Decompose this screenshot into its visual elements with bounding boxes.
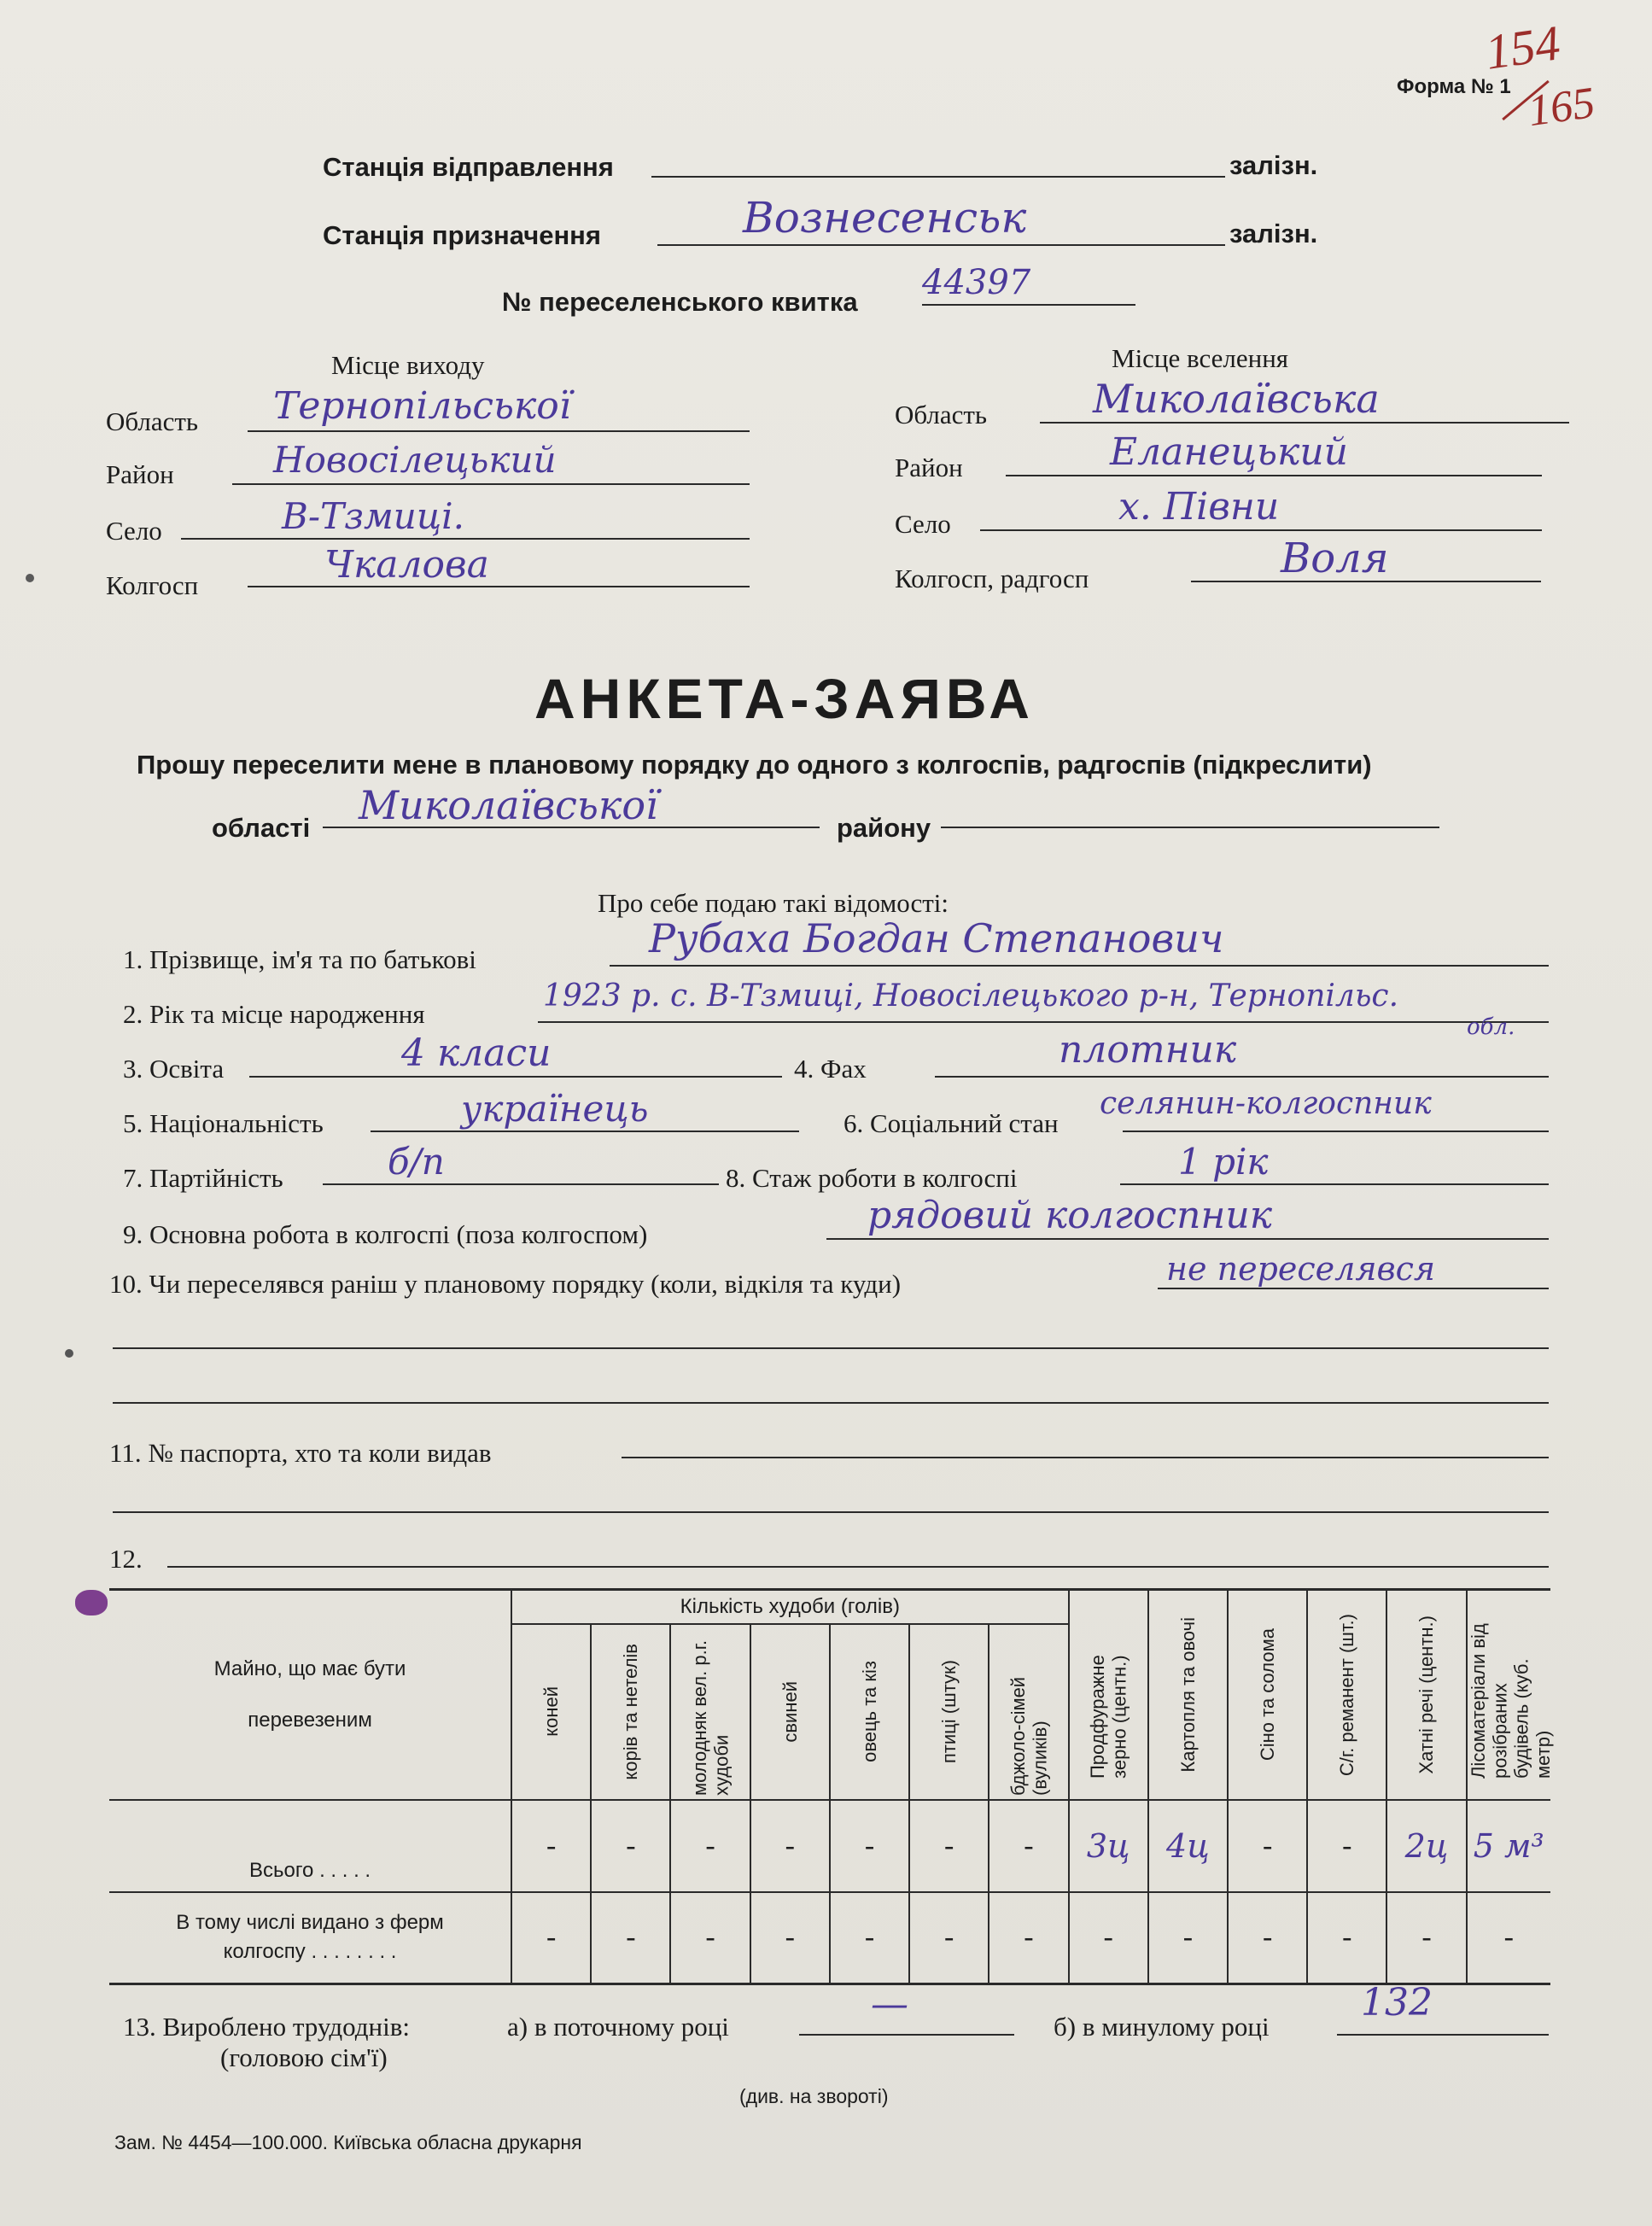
table-cell: -: [1386, 1892, 1466, 1984]
column-header-label: Хатні речі (центн.): [1416, 1615, 1438, 1774]
settlement-oblast-label: Область: [895, 400, 988, 429]
column-header-label: Картопля та овочі: [1176, 1616, 1199, 1773]
settlement-raion-line: [1006, 475, 1542, 476]
column-header-label: корів та нетелів: [620, 1643, 642, 1780]
field-12-line: [167, 1566, 1549, 1568]
settlement-raion-value: Еланецький: [1110, 430, 1348, 474]
workdays-label: 13. Вироблено трудоднів:: [123, 2012, 411, 2042]
column-header: [1467, 1590, 1554, 1800]
see-reverse-note: (див. на звороті): [739, 2085, 889, 2107]
origin-oblast-label: Область: [106, 406, 199, 436]
table-cell: 2ц: [1386, 1800, 1466, 1892]
field-6-value: селянин-колгоспник: [1100, 1086, 1432, 1121]
field-2-value: 1923 р. с. В-Тзмиці, Новосілецького р-н, Тернопільс.: [543, 979, 1399, 1014]
destination-line: [657, 244, 1225, 246]
column-header: [1069, 1590, 1148, 1800]
field-7-label: 7. Партійність: [123, 1163, 283, 1193]
origin-selo-line: [181, 538, 750, 540]
origin-kolhosp-label: Колгосп: [106, 570, 199, 600]
departure-label: Станція відправлення: [323, 152, 614, 182]
workdays-current-label: а) в поточному році: [507, 2012, 729, 2042]
field-9-line: [826, 1238, 1549, 1240]
table-cell: -: [1228, 1892, 1307, 1984]
ticket-value: 44397: [922, 263, 1031, 302]
table-cell: -: [989, 1892, 1068, 1984]
column-header: [1148, 1590, 1228, 1800]
column-header: [1386, 1590, 1466, 1800]
request-raion-label: району: [837, 813, 931, 843]
workdays-previous-line: [1337, 2034, 1549, 2036]
field-9-label: 9. Основна робота в колгоспі (поза колгоспом): [123, 1219, 648, 1249]
field-10-value: не переселявся: [1166, 1250, 1436, 1288]
workdays-previous-label: б) в минулому році: [1054, 2012, 1270, 2042]
origin-oblast-line: [248, 430, 750, 432]
table-cell: -: [750, 1892, 830, 1984]
livestock-group-header: Кількість худоби (голів): [511, 1590, 1069, 1624]
field-6-line: [1123, 1131, 1549, 1132]
table-cell: -: [830, 1892, 909, 1984]
field-4-line: [935, 1076, 1549, 1078]
table-cell: -: [989, 1800, 1068, 1892]
field-11-label: 11. № паспорта, хто та коли видав: [109, 1438, 492, 1468]
table-cell: -: [511, 1800, 591, 1892]
field-5-label: 5. Національність: [123, 1108, 324, 1138]
request-oblast-label: області: [212, 813, 311, 843]
destination-label: Станція призначення: [323, 220, 601, 250]
request-text: Прошу переселити мене в плановому порядку до одного з колгоспів, радгоспів (підкреслити): [137, 750, 1372, 780]
field-12-label: 12.: [109, 1544, 143, 1574]
field-2-line: [538, 1021, 1549, 1023]
field-1-label: 1. Прізвище, ім'я та по батькові: [123, 944, 476, 974]
settlement-raion-label: Район: [895, 453, 963, 482]
page-title: АНКЕТА-ЗАЯВА: [534, 667, 1035, 730]
table-cell: -: [909, 1892, 989, 1984]
departure-rail-suffix: залізн.: [1229, 150, 1318, 180]
column-header-label: бджоло-сімей (вуликів): [1007, 1676, 1050, 1796]
property-header: [109, 1590, 511, 1800]
origin-selo-label: Село: [106, 516, 162, 546]
table-cell: -: [1307, 1892, 1386, 1984]
settlement-selo-value: х. Півни: [1118, 485, 1280, 529]
origin-kolhosp-value: Чкалова: [324, 543, 489, 587]
column-header-label: Сіно та солома: [1256, 1628, 1278, 1762]
origin-raion-line: [232, 483, 750, 485]
field-7-value: б/п: [388, 1141, 445, 1183]
settlement-selo-label: Село: [895, 509, 951, 539]
workdays-current-value: —: [871, 1983, 908, 2026]
row-label-text: Всього . . . . .: [248, 1858, 371, 1882]
table-cell: -: [670, 1800, 750, 1892]
table-cell: -: [1228, 1800, 1307, 1892]
punch-hole: [65, 1349, 73, 1358]
settlement-title: Місце вселення: [1112, 343, 1289, 373]
table-cell: -: [750, 1800, 830, 1892]
field-6-label: 6. Соціальний стан: [844, 1108, 1059, 1138]
settlement-selo-line: [980, 529, 1542, 531]
column-header: [1307, 1590, 1386, 1800]
table-cell: 4ц: [1148, 1800, 1228, 1892]
field-5-line: [371, 1131, 799, 1132]
field-11-line: [622, 1457, 1549, 1458]
table-cell: -: [830, 1800, 909, 1892]
column-header: [1228, 1590, 1307, 1800]
column-header: [909, 1624, 989, 1800]
property-header-line-2: перевезеним: [248, 1708, 372, 1732]
field-10-line-3: [113, 1402, 1549, 1404]
workdays-current-line: [799, 2034, 1014, 2036]
archive-number: 154: [1481, 15, 1564, 80]
archive-number-2: 165: [1525, 78, 1598, 137]
row-label: [109, 1800, 511, 1892]
field-7-line: [323, 1183, 719, 1185]
table-cell: 5 м³: [1467, 1800, 1550, 1892]
origin-oblast-value: Тернопільської: [273, 384, 571, 428]
table-cell: -: [1467, 1892, 1550, 1984]
departure-line: [651, 176, 1225, 178]
about-label: Про себе подаю такі відомості:: [598, 888, 949, 918]
field-2-value-cont: обл.: [1467, 1014, 1515, 1040]
field-9-value: рядовий колгоспник: [867, 1194, 1273, 1237]
field-10-line-2: [113, 1347, 1549, 1349]
field-1-value: Рубаха Богдан Степанович: [649, 915, 1224, 961]
field-3-value: 4 класи: [401, 1031, 552, 1075]
table-cell: -: [670, 1892, 750, 1984]
column-header-label: коней: [540, 1686, 563, 1737]
field-8-value: 1 рік: [1178, 1141, 1269, 1183]
printer-info: Зам. № 4454—100.000. Київська обласна друкарня: [114, 2131, 582, 2153]
ticket-label: № переселенського квитка: [502, 287, 858, 317]
field-1-line: [610, 965, 1549, 967]
form-number-label: Форма № 1: [1397, 75, 1511, 98]
row-label-text: В тому числі видано з ферм колгоспу . . . . . . . .: [176, 1911, 444, 1964]
punch-hole: [26, 574, 34, 582]
origin-selo-value: В-Тзмиці.: [282, 495, 464, 537]
column-header: [750, 1624, 830, 1800]
table-cell: -: [1307, 1800, 1386, 1892]
workdays-previous-value: 132: [1361, 1981, 1433, 2024]
column-header-label: овець та кіз: [858, 1661, 880, 1762]
field-10-label: 10. Чи переселявся раніш у плановому порядку (коли, відкіля та куди): [109, 1269, 902, 1299]
settlement-oblast-value: Миколаївська: [1093, 376, 1380, 422]
field-3-label: 3. Освіта: [123, 1054, 225, 1084]
field-4-label: 4. Фах: [794, 1054, 867, 1084]
table-row-issued: [109, 1892, 1550, 1984]
column-header: [670, 1624, 750, 1800]
origin-raion-value: Новосілецький: [273, 439, 557, 481]
row-label: [109, 1892, 511, 1984]
ink-stain: [75, 1590, 108, 1615]
settlement-oblast-line: [1040, 422, 1569, 424]
field-2-label: 2. Рік та місце народження: [123, 999, 425, 1029]
column-header-label: С/г. реманент (шт.): [1336, 1613, 1358, 1776]
column-header-label: Продфуражне зерно (центн.): [1086, 1654, 1130, 1779]
table-row-total: [109, 1800, 1550, 1892]
workdays-sub-label: (головою сім'ї): [220, 2042, 388, 2072]
table-cell: -: [591, 1800, 670, 1892]
column-header: [511, 1624, 591, 1800]
table-cell: -: [1148, 1892, 1228, 1984]
column-header: [830, 1624, 909, 1800]
column-header-label: птиці (штук): [938, 1659, 960, 1764]
request-oblast-value: Миколаївської: [359, 782, 658, 828]
field-3-line: [249, 1076, 782, 1078]
column-header-label: Лісоматеріали від розібраних будівель (куб. метр): [1467, 1622, 1554, 1779]
property-header-line-1: Майно, що має бути: [213, 1656, 406, 1680]
origin-title: Місце виходу: [331, 350, 485, 380]
origin-raion-label: Район: [106, 459, 174, 489]
column-header: [591, 1624, 670, 1800]
field-8-line: [1120, 1183, 1549, 1185]
ticket-line: [922, 304, 1135, 306]
table-cell: 3ц: [1069, 1800, 1148, 1892]
field-4-value: плотник: [1059, 1028, 1237, 1072]
column-header-label: молодняк вел. р.г. худоби: [688, 1639, 733, 1796]
column-header: [989, 1624, 1068, 1800]
table-cell: -: [909, 1800, 989, 1892]
field-8-label: 8. Стаж роботи в колгоспі: [726, 1163, 1018, 1193]
request-raion-line: [941, 827, 1439, 828]
field-5-value: українець: [461, 1088, 649, 1130]
settlement-kolhosp-value: Воля: [1281, 535, 1389, 582]
destination-rail-suffix: залізн.: [1229, 219, 1318, 248]
field-11-line-2: [113, 1511, 1549, 1513]
settlement-kolhosp-label: Колгосп, радгосп: [895, 564, 1089, 593]
property-table: [109, 1588, 1554, 1985]
table-cell: -: [591, 1892, 670, 1984]
column-header-label: свиней: [779, 1680, 801, 1743]
table-cell: -: [511, 1892, 591, 1984]
field-10-line: [1158, 1288, 1549, 1289]
destination-value: Вознесенськ: [743, 193, 1027, 242]
origin-kolhosp-line: [248, 586, 750, 587]
table-cell: -: [1069, 1892, 1148, 1984]
